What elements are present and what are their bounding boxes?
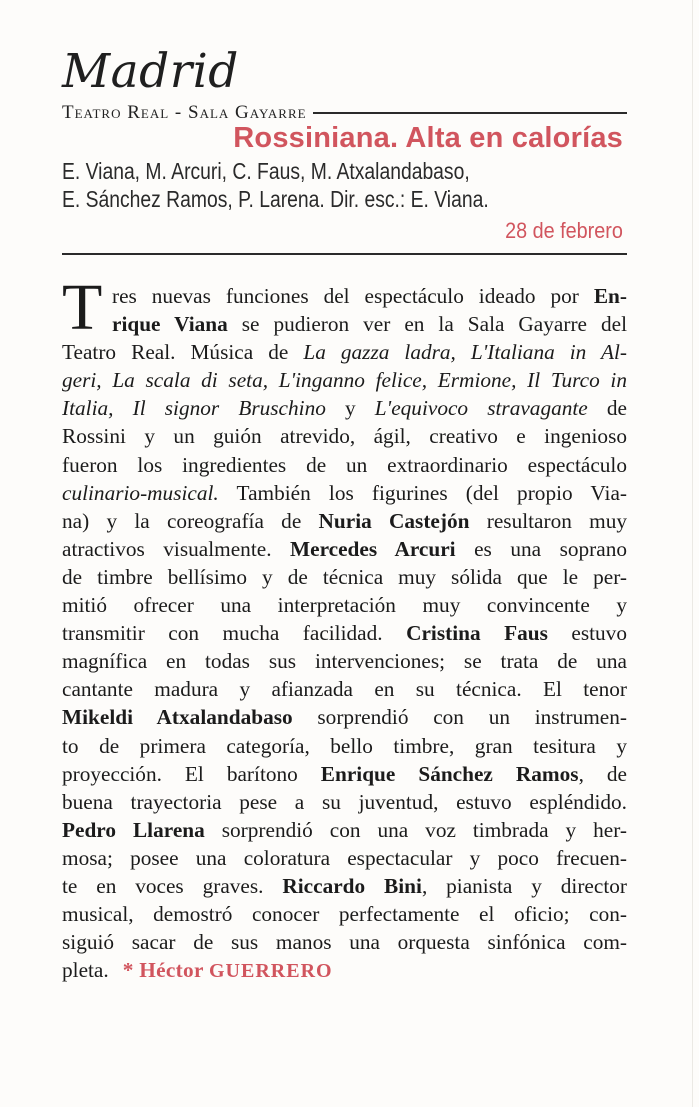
- bold-name: Nuria Castejón: [318, 508, 470, 533]
- text-run: proyección. El barítono: [62, 761, 321, 786]
- text-run: , pianista y director: [421, 873, 627, 898]
- article-line: [62, 816, 627, 844]
- section-city-title: Madrid: [62, 44, 239, 99]
- article-line: [62, 591, 627, 619]
- bold-name: Riccardo Bini: [282, 873, 422, 898]
- bold-name: rique Viana: [112, 312, 228, 337]
- italic-title: L'equivoco stravagante: [374, 396, 588, 421]
- article-line: [62, 535, 627, 563]
- venue-rule: [313, 112, 627, 114]
- article-line: [62, 366, 627, 394]
- text-run: sorprendió con un instrumen-: [292, 705, 627, 730]
- bold-name: En-: [593, 284, 627, 308]
- article-line: [62, 928, 627, 956]
- text-run: musical, demostró conocer perfectamente el oficio; con-: [62, 902, 627, 927]
- article-line: [62, 338, 627, 366]
- review-headline: Rossiniana. Alta en calorías: [233, 122, 623, 154]
- author-first-name: Héctor: [139, 958, 209, 983]
- text-run: te en voces graves.: [62, 873, 283, 898]
- credits-line: E. Viana, M. Arcuri, C. Faus, M. Atxalandabaso,: [62, 158, 470, 184]
- text-run: También los figurines (del propio Via-: [218, 480, 627, 505]
- article-line: [62, 675, 627, 703]
- article-line: [62, 422, 627, 450]
- article-line: [62, 788, 627, 816]
- italic-title: culinario-musical.: [62, 480, 219, 505]
- article-line: [62, 732, 627, 760]
- bold-name: Mercedes Arcuri: [290, 536, 456, 561]
- article-line: [62, 900, 627, 928]
- article-line: [62, 956, 627, 984]
- article-line: [62, 507, 627, 535]
- article-line: [62, 844, 627, 872]
- text-run: de: [587, 396, 628, 421]
- text-run: , de: [578, 761, 627, 786]
- text-run: Rossini y un guión atrevido, ágil, creativo e ingenioso: [62, 424, 627, 449]
- article-body: [62, 282, 627, 984]
- article-line: [62, 282, 627, 310]
- text-run: res nuevas funciones del espectáculo ideado por: [112, 284, 594, 308]
- text-run: mitió ofrecer una interpretación muy convincente y: [62, 593, 627, 618]
- text-run: atractivos visualmente.: [62, 536, 291, 561]
- text-run: cantante madura y afianzada en su técnica. El tenor: [62, 677, 627, 702]
- bold-name: Mikeldi Atxalandabaso: [62, 705, 293, 730]
- text-run: resultaron muy: [469, 508, 628, 533]
- text-run: y: [325, 396, 375, 421]
- bold-name: Pedro Llarena: [62, 817, 205, 842]
- bold-name: Cristina Faus: [406, 621, 548, 646]
- article-line: [62, 872, 627, 900]
- text-run: Teatro Real. Música de: [62, 340, 304, 365]
- text-run: fueron los ingredientes de un extraordinario espectáculo: [62, 452, 627, 477]
- article-line: [62, 647, 627, 675]
- page-edge: [692, 0, 693, 1107]
- italic-title: geri, La scala di seta, L'inganno felice, Ermione, Il Turco in: [62, 368, 627, 393]
- text-run: sorprendió con una voz timbrada y her-: [204, 817, 627, 842]
- italic-title: La gazza ladra, L'Italiana in Al-: [303, 340, 627, 365]
- text-run: na) y la coreografía de: [62, 508, 319, 533]
- article-line: [62, 703, 627, 731]
- drop-cap: T: [62, 271, 103, 344]
- article-line: [62, 619, 627, 647]
- author-byline: [123, 958, 333, 982]
- italic-title: Italia, Il signor Bruschino: [62, 396, 326, 421]
- text-run: estuvo: [547, 621, 627, 646]
- text-run: buena trayectoria pese a su juventud, estuvo espléndido.: [62, 789, 627, 814]
- credits-line: E. Sánchez Ramos, P. Larena. Dir. esc.: E. Viana.: [62, 186, 489, 212]
- text-run: de timbre bellísimo y de técnica muy sólida que le per-: [62, 564, 627, 589]
- byline-marker: *: [122, 958, 140, 983]
- text-run: transmitir con mucha facilidad.: [62, 621, 407, 646]
- article-line: [62, 394, 627, 422]
- article-line: [62, 451, 627, 479]
- credits-block: [62, 157, 633, 213]
- text-run: pleta.: [62, 958, 109, 983]
- header-divider: [62, 253, 627, 255]
- text-run: mosa; posee una coloratura espectacular y poco frecuen-: [62, 845, 627, 870]
- text-run: siguió sacar de sus manos una orquesta sinfónica com-: [62, 930, 627, 955]
- venue-name: Teatro Real - Sala Gayarre: [62, 102, 307, 123]
- text-run: se pudieron ver en la Sala Gayarre del: [227, 312, 627, 337]
- article-line: [62, 310, 627, 338]
- article-line: [62, 563, 627, 591]
- article-line: [62, 760, 627, 788]
- text-run: to de primera categoría, bello timbre, gran tesitura y: [62, 733, 627, 758]
- bold-name: Enrique Sánchez Ramos: [320, 761, 579, 786]
- text-run: magnífica en todas sus intervenciones; se trata de una: [62, 649, 627, 674]
- text-run: es una soprano: [455, 536, 628, 561]
- article-line: [62, 479, 627, 507]
- author-last-name: GUERRERO: [209, 960, 333, 983]
- performance-date: 28 de febrero: [505, 218, 623, 243]
